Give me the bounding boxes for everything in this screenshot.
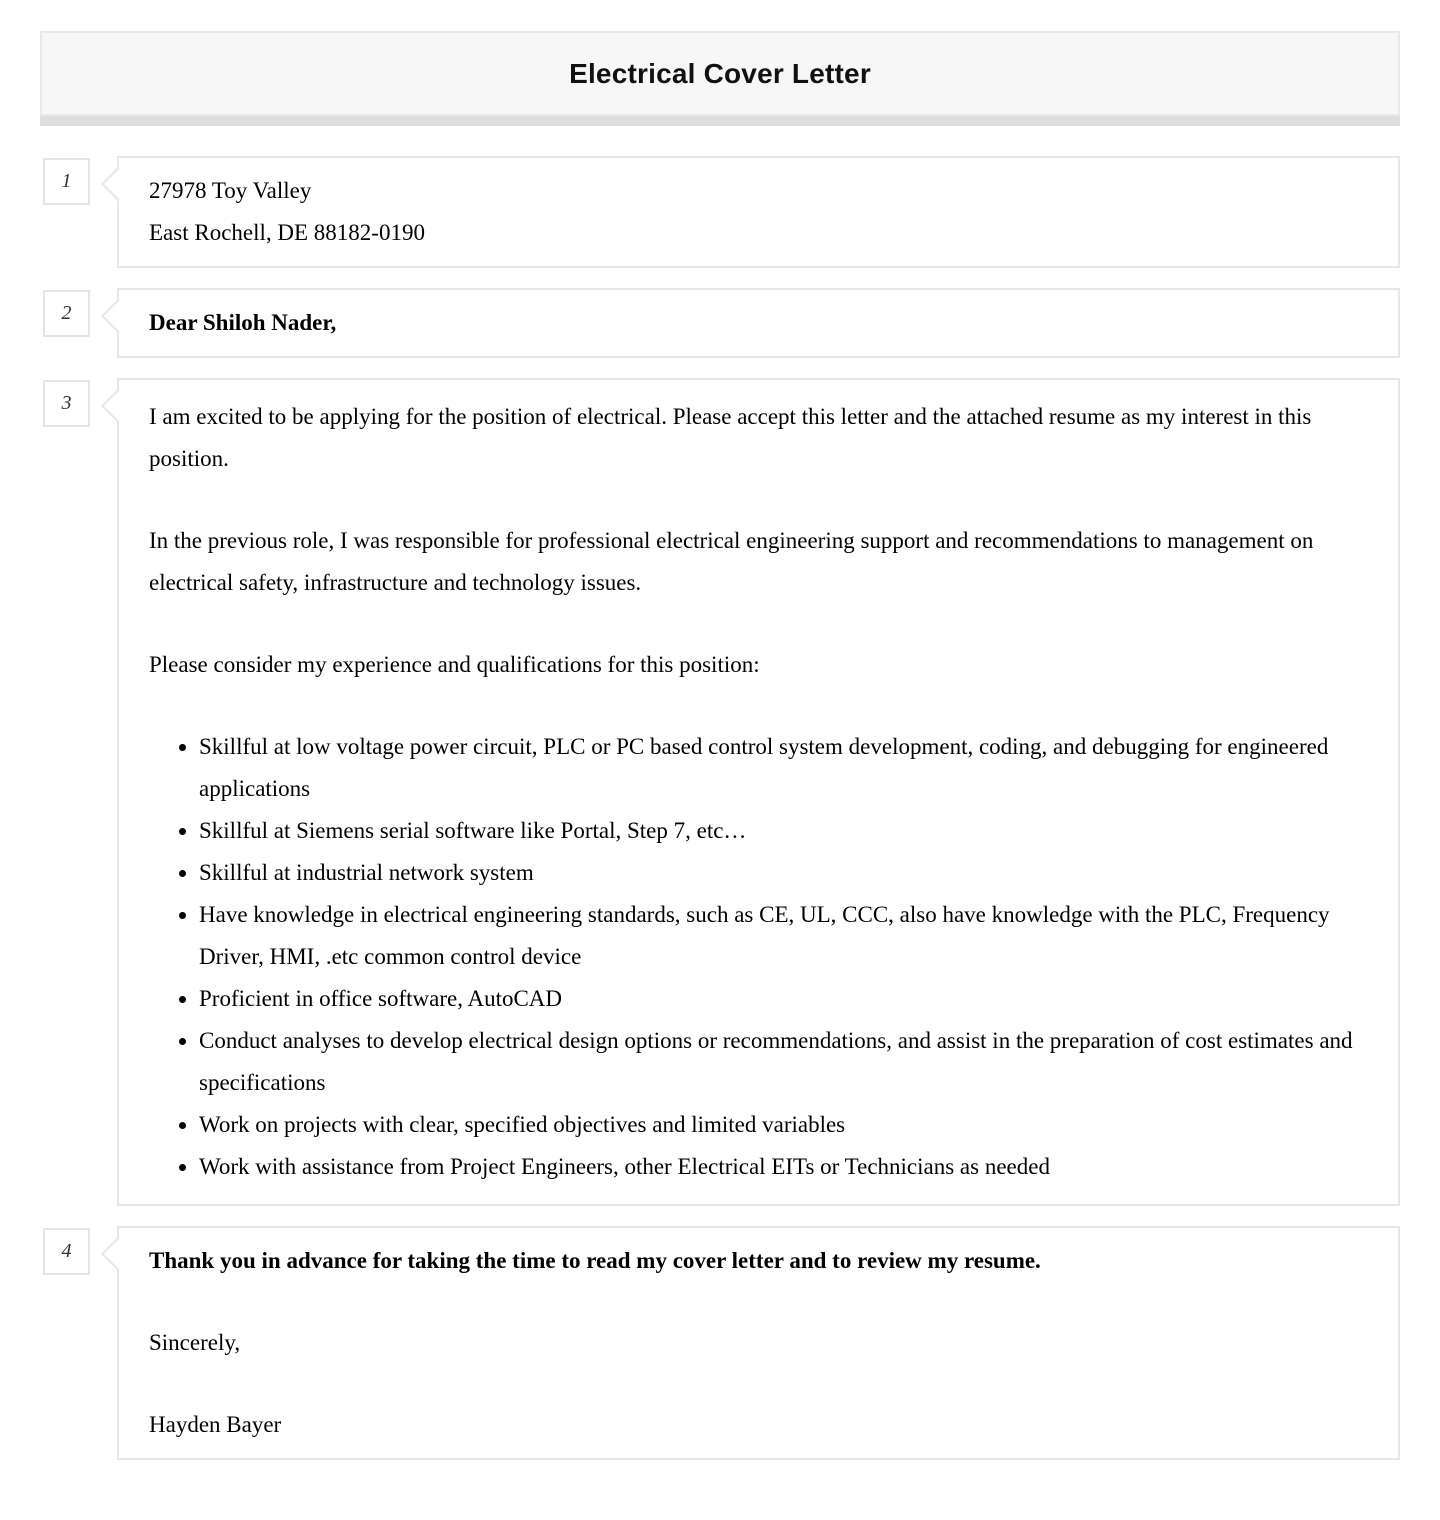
qualification-item: • Work with assistance from Project Engineers, other Electrical EITs or Technicians as needed	[199, 1146, 1368, 1188]
section-salutation	[61, 288, 1400, 358]
page-header	[40, 31, 1400, 116]
section-salutation-badge	[43, 290, 90, 337]
body-paragraph-3: Please consider my experience and qualifications for this position:	[149, 652, 760, 677]
qualification-item: • Skillful at industrial network system	[199, 852, 1368, 894]
address-line-1: 27978 Toy Valley	[149, 178, 312, 203]
section-closing	[61, 1226, 1400, 1460]
section-address-badge	[43, 158, 90, 205]
qualification-item: • Skillful at low voltage power circuit, PLC or PC based control system development, coding, and debugging for engineered applications	[199, 726, 1368, 810]
qualification-item: • Work on projects with clear, specified objectives and limited variables	[199, 1104, 1368, 1146]
section-body-badge	[43, 380, 90, 427]
qualifications-list	[149, 726, 1368, 1188]
qualification-item: • Skillful at Siemens serial software like Portal, Step 7, etc…	[199, 810, 1368, 852]
salutation-text: Dear Shiloh Nader,	[149, 310, 337, 335]
page-title: Electrical Cover Letter	[569, 57, 871, 89]
closing-box[interactable]	[117, 1226, 1400, 1460]
header-shadow-divider	[40, 116, 1400, 126]
address-box[interactable]	[117, 156, 1400, 268]
closing-signature: Hayden Bayer	[149, 1412, 282, 1437]
qualification-item: • Proficient in office software, AutoCAD	[199, 978, 1368, 1020]
qualification-item: • Conduct analyses to develop electrical design options or recommendations, and assist in the preparation of cost estimates and specifications	[199, 1020, 1368, 1104]
letter-sections	[61, 156, 1400, 1460]
closing-signoff: Sincerely,	[149, 1330, 241, 1355]
body-box[interactable]	[117, 378, 1400, 1206]
address-line-2: East Rochell, DE 88182-0190	[149, 220, 425, 245]
section-address	[61, 156, 1400, 268]
body-paragraph-2: In the previous role, I was responsible for professional electrical engineering support and recommendations to management on electrical safety, infrastructure and technology issues.	[149, 528, 1314, 595]
section-body	[61, 378, 1400, 1206]
section-body-number: 3	[61, 392, 72, 414]
section-closing-number: 4	[61, 1240, 72, 1262]
body-paragraph-1: I am excited to be applying for the position of electrical. Please accept this letter and the attached resume as my interest in this position.	[149, 404, 1312, 471]
section-salutation-number: 2	[61, 302, 72, 324]
salutation-box[interactable]	[117, 288, 1400, 358]
section-closing-badge	[43, 1228, 90, 1275]
section-address-number: 1	[61, 170, 72, 192]
closing-thanks: Thank you in advance for taking the time to read my cover letter and to review my resume.	[149, 1248, 1041, 1273]
qualification-item: • Have knowledge in electrical engineering standards, such as CE, UL, CCC, also have knowledge with the PLC, Frequency Driver, HMI, .etc common control device	[199, 894, 1368, 978]
